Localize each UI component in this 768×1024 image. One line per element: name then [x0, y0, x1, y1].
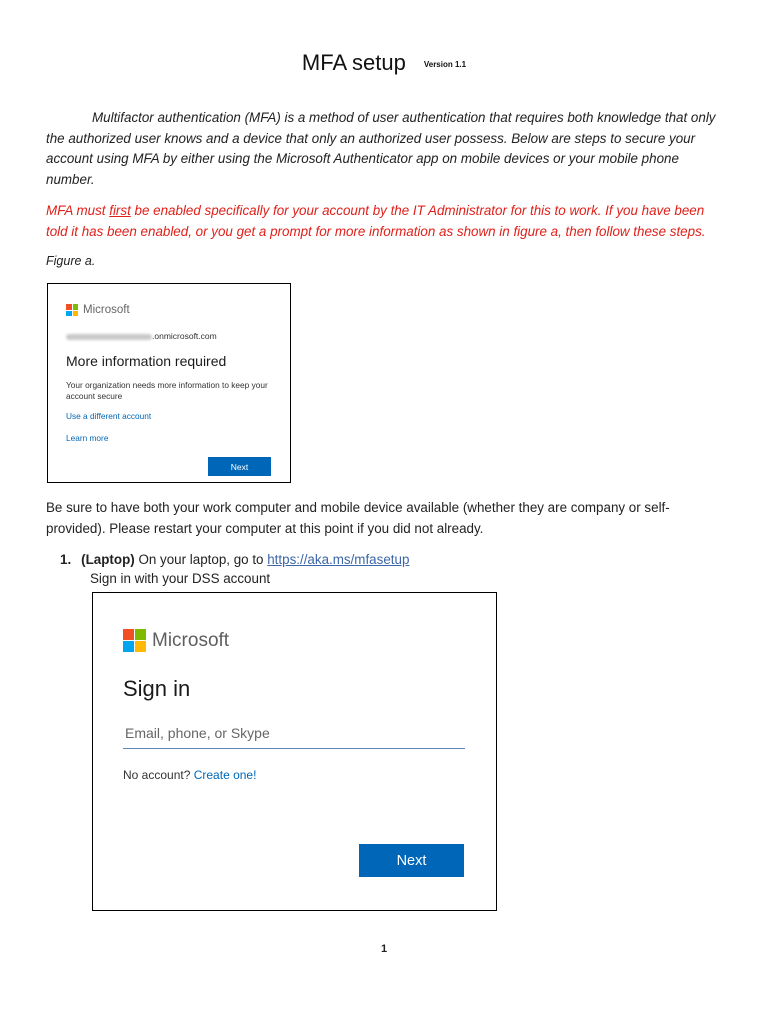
step-number: 1. [60, 552, 72, 567]
version-label: Version 1.1 [423, 59, 467, 69]
more-info-heading: More information required [66, 353, 227, 369]
brand-text: Microsoft [83, 304, 130, 316]
step-device: (Laptop) [81, 552, 135, 567]
sign-in-heading: Sign in [123, 676, 191, 701]
no-account-label: No account? [123, 768, 194, 782]
step-1 [60, 551, 409, 569]
brand-text: Microsoft [152, 629, 230, 651]
create-account-link[interactable]: Create one! [193, 768, 257, 782]
title-text: MFA setup [301, 50, 406, 75]
warning-prefix: MFA must [46, 203, 110, 218]
next-button[interactable]: Next [208, 457, 271, 476]
warning-paragraph [46, 201, 726, 242]
step-1-subtext: Sign in with your DSS account [90, 571, 271, 586]
microsoft-logo-icon [123, 629, 146, 652]
microsoft-logo-icon [66, 304, 78, 316]
microsoft-logo [66, 304, 130, 316]
intro-paragraph: Multifactor authentication (MFA) is a method of user authentication that requires both knowledge that only the authorized user knows and a device that only an authorized user possess. Below are steps to secure your account using MFA by either using the Microsoft Authenticator app on mobile devices or your mobile phone number. [46, 110, 716, 187]
email-domain: .onmicrosoft.com [152, 331, 217, 341]
step-text: On your laptop, go to [134, 552, 268, 567]
figure-a-label: Figure a. [46, 254, 96, 268]
mfa-setup-link[interactable]: https://aka.ms/mfasetup [267, 552, 410, 567]
warning-emphasis: first [109, 203, 131, 218]
no-account-text [123, 768, 256, 782]
redacted-email [66, 334, 152, 340]
figure-a-screenshot [47, 283, 291, 483]
email-input[interactable] [123, 718, 465, 749]
availability-note: Be sure to have both your work computer and mobile device available (whether they are company or self-provided). Please restart your computer at this point if you did not already. [46, 500, 670, 536]
microsoft-logo [123, 629, 229, 652]
page-title [0, 50, 768, 76]
more-info-text: Your organization needs more information to keep your account secure [66, 380, 268, 401]
learn-more-link[interactable]: Learn more [66, 433, 109, 443]
account-email [66, 331, 217, 341]
next-button[interactable]: Next [359, 844, 464, 877]
use-different-account-link[interactable]: Use a different account [66, 411, 152, 421]
sign-in-screenshot [92, 592, 497, 911]
page-number: 1 [380, 943, 388, 955]
warning-suffix: be enabled specifically for your account by the IT Administrator for this to work. If you have been told it has been enabled, or you get a prompt for more information as shown in figure a, then follow these steps. [46, 203, 706, 239]
